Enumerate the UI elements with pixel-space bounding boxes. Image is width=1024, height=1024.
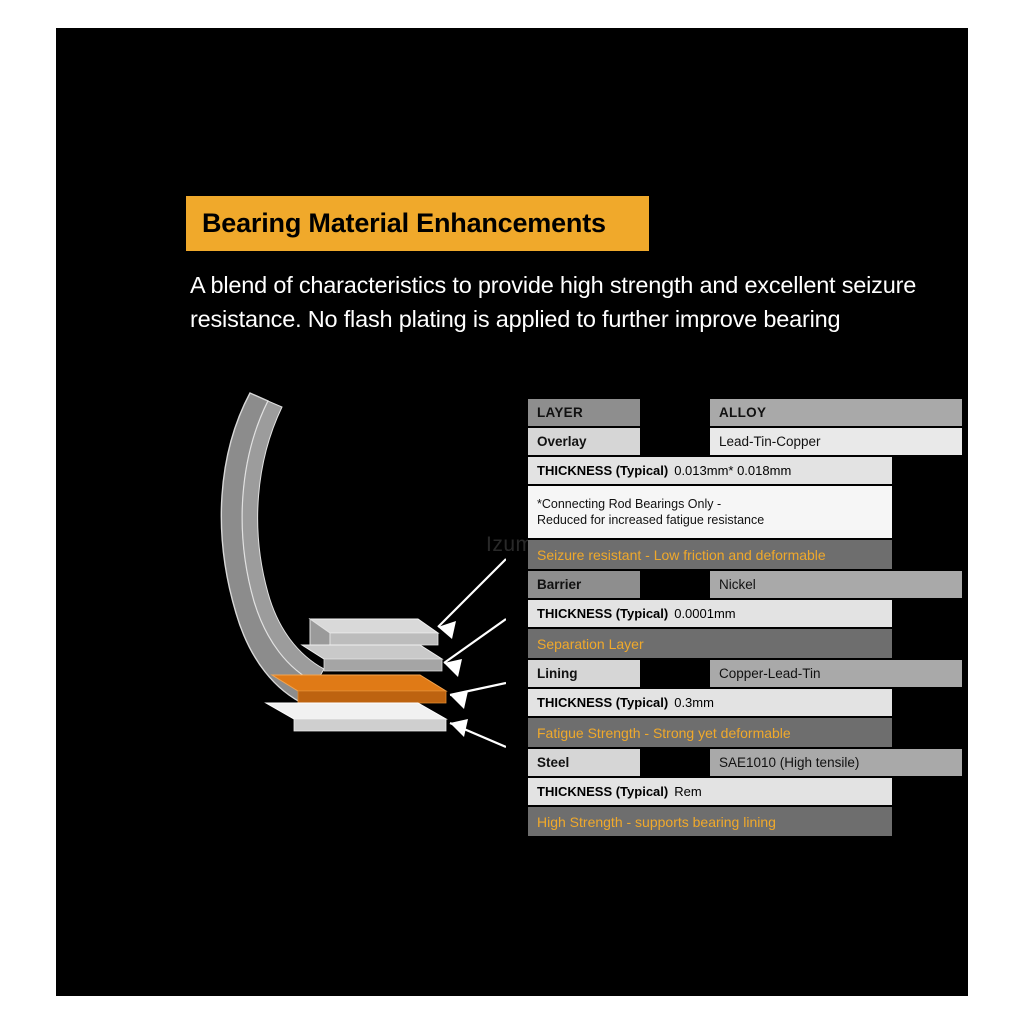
lining-layer-tab [272, 675, 446, 691]
callout-lines [438, 559, 506, 747]
bearing-layer-table [528, 399, 892, 836]
barrier-layer-tab [302, 645, 442, 659]
table-header-row [528, 399, 892, 426]
row-alloy-value: Lead-Tin-Copper [710, 428, 962, 455]
lining-layer-face [298, 691, 446, 703]
table-row-barrier-thickness [528, 600, 892, 627]
table-row-lining-thickness [528, 689, 892, 716]
row-alloy-value: Copper-Lead-Tin [710, 660, 962, 687]
table-row-overlay-description [528, 540, 892, 569]
table-row-lining-description [528, 718, 892, 747]
table-row-overlay-thickness [528, 457, 892, 484]
thickness-value: 0.3mm [674, 695, 714, 710]
note-line-2: Reduced for increased fatigue resistance [537, 513, 765, 527]
row-layer-name: Lining [528, 660, 640, 687]
diagram-panel [56, 28, 968, 996]
row-alloy-value: SAE1010 (High tensile) [710, 749, 962, 776]
table-row-lining [528, 660, 892, 687]
row-description: High Strength - supports bearing lining [528, 807, 892, 836]
row-layer-name: Overlay [528, 428, 640, 455]
thickness-label: THICKNESS (Typical) [537, 463, 669, 478]
table-row-barrier-description [528, 629, 892, 658]
row-alloy-value: Nickel [710, 571, 962, 598]
engine-bearing-cutaway-illustration [206, 383, 506, 783]
barrier-layer-face [324, 659, 442, 671]
table-row-barrier [528, 571, 892, 598]
table-row-overlay-note [528, 486, 892, 538]
steel-layer-face [294, 719, 446, 731]
overlay-layer-tab [310, 619, 438, 633]
row-description: Seizure resistant - Low friction and deformable [528, 540, 892, 569]
thickness-value: 0.0001mm [674, 606, 736, 621]
row-layer-name: Barrier [528, 571, 640, 598]
row-layer-name: Steel [528, 749, 640, 776]
note-line-1: *Connecting Rod Bearings Only - [537, 497, 722, 511]
subtitle-text: A blend of characteristics to provide high strength and excellent seizure resistance. No flash plating is applied to further improve bearing [190, 272, 917, 332]
header-layer: LAYER [528, 399, 640, 426]
table-row-steel [528, 749, 892, 776]
page-title: Bearing Material Enhancements [202, 208, 606, 238]
table-row-steel-thickness [528, 778, 892, 805]
title-banner [186, 196, 649, 251]
thickness-value: 0.013mm* 0.018mm [674, 463, 792, 478]
thickness-label: THICKNESS (Typical) [537, 784, 669, 799]
table-row-overlay [528, 428, 892, 455]
thickness-label: THICKNESS (Typical) [537, 695, 669, 710]
watermark-text: Izumo [486, 533, 546, 556]
header-alloy: ALLOY [710, 399, 962, 426]
steel-layer-tab [266, 703, 446, 719]
thickness-value: Rem [674, 784, 702, 799]
overlay-layer-face [330, 633, 438, 645]
thickness-label: THICKNESS (Typical) [537, 606, 669, 621]
table-row-steel-description [528, 807, 892, 836]
row-description: Separation Layer [528, 629, 892, 658]
row-description: Fatigue Strength - Strong yet deformable [528, 718, 892, 747]
